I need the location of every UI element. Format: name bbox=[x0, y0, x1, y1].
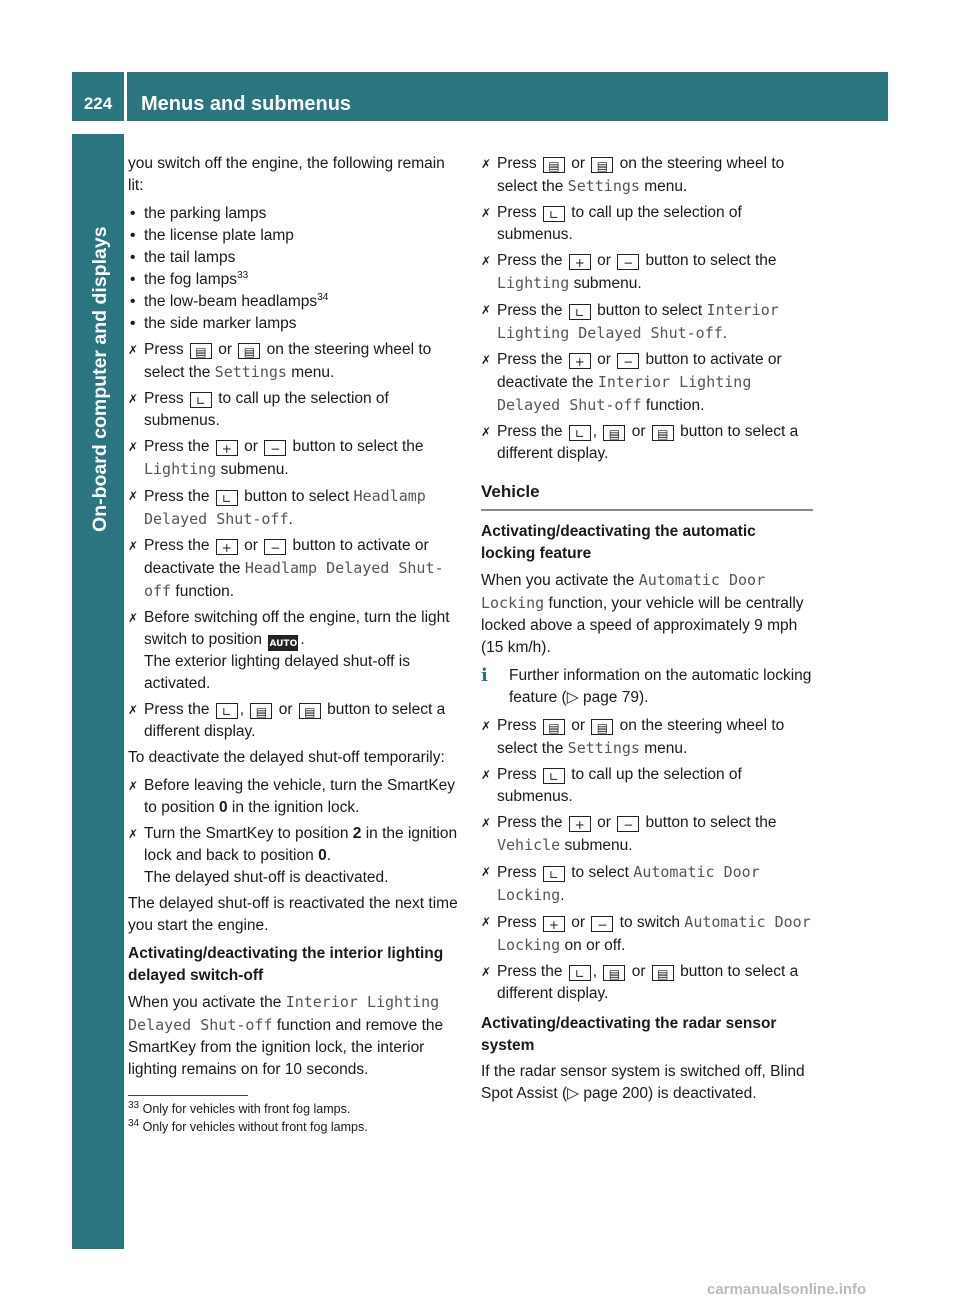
step-item: ✗ Press the + or − button to select the Lighting submenu. bbox=[481, 252, 777, 292]
ok-button-icon: ∟ bbox=[569, 304, 591, 320]
step-item: ✗ Turn the SmartKey to position 2 in the ignition lock and back to position 0. The delayed shut-off is deactivated. bbox=[128, 825, 458, 886]
step-item: ✗ Press the + or − button to activate or deactivate the Headlamp Delayed Shut-off function. bbox=[128, 537, 444, 600]
step-item: ✗ Press ∟ to call up the selection of submenus. bbox=[481, 204, 742, 243]
action-arrow-icon: ✗ bbox=[481, 303, 492, 317]
action-arrow-icon: ✗ bbox=[481, 768, 492, 782]
steering-wheel-prev-page-icon: ▤ bbox=[190, 343, 212, 359]
minus-button-icon: − bbox=[617, 353, 639, 369]
steering-wheel-next-page-icon: ▤ bbox=[591, 719, 613, 735]
steering-wheel-prev-page-icon: ▤ bbox=[543, 719, 565, 735]
list-item: • the side marker lamps bbox=[128, 313, 460, 335]
auto-locking-text: When you activate the Automatic Door Locking function, your vehicle will be centrally locked above a speed of approximately 9 mph (15 km/h). bbox=[481, 571, 804, 656]
list-item: • the low-beam headlamps$^{34}$ bbox=[128, 291, 460, 313]
deactivate-intro: To deactivate the delayed shut-off temporarily: bbox=[128, 749, 445, 766]
action-arrow-icon: ✗ bbox=[481, 206, 492, 220]
plus-button-icon: + bbox=[216, 440, 238, 456]
action-arrow-icon: ✗ bbox=[481, 865, 492, 879]
radar-heading: Activating/deactivating the radar sensor system bbox=[481, 1015, 777, 1054]
steering-wheel-next-page-icon: ▤ bbox=[652, 425, 674, 441]
ok-button-icon: ∟ bbox=[216, 703, 238, 719]
ok-button-icon: ∟ bbox=[216, 490, 238, 506]
action-arrow-icon: ✗ bbox=[128, 611, 139, 625]
action-arrow-icon: ✗ bbox=[481, 425, 492, 439]
steering-wheel-prev-page-icon: ▤ bbox=[603, 965, 625, 981]
header-divider bbox=[124, 72, 127, 121]
intro-text: you switch off the engine, the following remain lit: bbox=[128, 155, 445, 194]
page-number: 224 bbox=[83, 94, 113, 113]
steering-wheel-next-page-icon: ▤ bbox=[652, 965, 674, 981]
ok-button-icon: ∟ bbox=[543, 768, 565, 784]
plus-button-icon: + bbox=[543, 916, 565, 932]
step-item: ✗ Press the + or − button to activate or deactivate the Interior Lighting Delayed Shut-off function. bbox=[481, 351, 782, 414]
action-arrow-icon: ✗ bbox=[481, 719, 492, 733]
step-item: ✗ Press the ∟ , ▤ or ▤ button to select a different display. bbox=[481, 423, 799, 462]
chapter-side-label: On-board computer and displays bbox=[89, 226, 111, 532]
action-arrow-icon: ✗ bbox=[481, 254, 492, 268]
action-arrow-icon: ✗ bbox=[128, 343, 139, 357]
step-item: ✗ Press ∟ to call up the selection of submenus. bbox=[481, 766, 742, 805]
action-arrow-icon: ✗ bbox=[128, 440, 139, 454]
step-item: ✗ Press the + or − button to select the Lighting submenu. bbox=[128, 438, 424, 478]
section-title: Menus and submenus bbox=[141, 93, 352, 115]
step-item: ✗ Press ▤ or ▤ on the steering wheel to select the Settings menu. bbox=[128, 341, 432, 381]
ok-button-icon: ∟ bbox=[569, 425, 591, 441]
plus-button-icon: + bbox=[569, 254, 591, 270]
step-item: ✗ Press ∟ to call up the selection of submenus. bbox=[128, 390, 389, 429]
list-item: • the license plate lamp bbox=[128, 225, 460, 247]
step-item: ✗ Before switching off the engine, turn the light switch to position AUTO . The exterior lighting delayed shut-off is activated. bbox=[128, 609, 450, 692]
minus-button-icon: − bbox=[617, 816, 639, 832]
plus-button-icon: + bbox=[216, 539, 238, 555]
minus-button-icon: − bbox=[617, 254, 639, 270]
step-item: ✗ Press + or − to switch Automatic Door Locking on or off. bbox=[481, 913, 811, 954]
ok-button-icon: ∟ bbox=[569, 965, 591, 981]
minus-button-icon: − bbox=[264, 539, 286, 555]
footnote-ref: 34 bbox=[317, 291, 329, 303]
action-arrow-icon: ✗ bbox=[128, 779, 139, 793]
action-arrow-icon: ✗ bbox=[481, 965, 492, 979]
interior-lighting-text: When you activate the Interior Lighting Delayed Shut-off function and remove the SmartKey from the ignition lock, the interior lighting remains on for 10 seconds. bbox=[128, 993, 444, 1078]
remain-lit-list bbox=[128, 203, 460, 335]
ok-button-icon: ∟ bbox=[543, 866, 565, 882]
action-arrow-icon: ✗ bbox=[128, 703, 139, 717]
vehicle-heading: Vehicle bbox=[481, 481, 813, 511]
step-item: ✗ Press the + or − button to select the Vehicle submenu. bbox=[481, 814, 777, 854]
list-item: • the fog lamps$^{33}$ bbox=[128, 269, 460, 291]
step-item: ✗ Press the ∟ button to select Headlamp Delayed Shut-off. bbox=[128, 487, 426, 528]
footnote-ref: 33 bbox=[237, 269, 249, 281]
footnote: $^{34}$ Only for vehicles without front fog lamps. bbox=[128, 1117, 368, 1134]
reactivated-text: The delayed shut-off is reactivated the next time you start the engine. bbox=[128, 895, 458, 934]
right-column bbox=[481, 153, 813, 1111]
action-arrow-icon: ✗ bbox=[128, 392, 139, 406]
plus-button-icon: + bbox=[569, 816, 591, 832]
steering-wheel-next-page-icon: ▤ bbox=[238, 343, 260, 359]
list-item: • the parking lamps bbox=[128, 203, 460, 225]
step-item: ✗ Press the ∟ , ▤ or ▤ button to select a different display. bbox=[128, 701, 446, 740]
action-arrow-icon: ✗ bbox=[481, 816, 492, 830]
steering-wheel-next-page-icon: ▤ bbox=[299, 703, 321, 719]
left-column bbox=[128, 153, 460, 1136]
step-item: ✗ Press ▤ or ▤ on the steering wheel to select the Settings menu. bbox=[481, 155, 785, 195]
ok-button-icon: ∟ bbox=[190, 392, 212, 408]
action-arrow-icon: ✗ bbox=[128, 489, 139, 503]
minus-button-icon: − bbox=[264, 440, 286, 456]
action-arrow-icon: ✗ bbox=[481, 157, 492, 171]
radar-text: If the radar sensor system is switched off, Blind Spot Assist (▷ page 200) is deactivated. bbox=[481, 1063, 805, 1102]
footnote: $^{33}$ Only for vehicles with front fog lamps. bbox=[128, 1099, 351, 1116]
action-arrow-icon: ✗ bbox=[128, 539, 139, 553]
auto-position-icon: AUTO bbox=[268, 635, 298, 651]
step-item: ✗ Press ▤ or ▤ on the steering wheel to select the Settings menu. bbox=[481, 717, 785, 757]
footer-watermark: carmanualsonline.info bbox=[707, 1281, 867, 1298]
steering-wheel-prev-page-icon: ▤ bbox=[250, 703, 272, 719]
step-item: ✗ Press the ∟ button to select Interior Lighting Delayed Shut-off. bbox=[481, 301, 779, 342]
step-item: ✗ Press ∟ to select Automatic Door Locking. bbox=[481, 863, 760, 904]
step-item: ✗ Press the ∟ , ▤ or ▤ button to select a different display. bbox=[481, 963, 799, 1002]
info-note: i Further information on the automatic locking feature (▷ page 79). bbox=[481, 665, 812, 706]
plus-button-icon: + bbox=[569, 353, 591, 369]
action-arrow-icon: ✗ bbox=[128, 827, 139, 841]
interior-lighting-heading: Activating/deactivating the interior lighting delayed switch-off bbox=[128, 945, 444, 984]
info-icon: i bbox=[481, 665, 488, 686]
steering-wheel-prev-page-icon: ▤ bbox=[603, 425, 625, 441]
action-arrow-icon: ✗ bbox=[481, 353, 492, 367]
minus-button-icon: − bbox=[591, 916, 613, 932]
action-arrow-icon: ✗ bbox=[481, 915, 492, 929]
steering-wheel-prev-page-icon: ▤ bbox=[543, 157, 565, 173]
ok-button-icon: ∟ bbox=[543, 206, 565, 222]
footnote-divider bbox=[128, 1095, 248, 1096]
steering-wheel-next-page-icon: ▤ bbox=[591, 157, 613, 173]
auto-locking-heading: Activating/deactivating the automatic locking feature bbox=[481, 523, 756, 562]
list-item: • the tail lamps bbox=[128, 247, 460, 269]
step-item: ✗ Before leaving the vehicle, turn the SmartKey to position 0 in the ignition lock. bbox=[128, 777, 456, 816]
